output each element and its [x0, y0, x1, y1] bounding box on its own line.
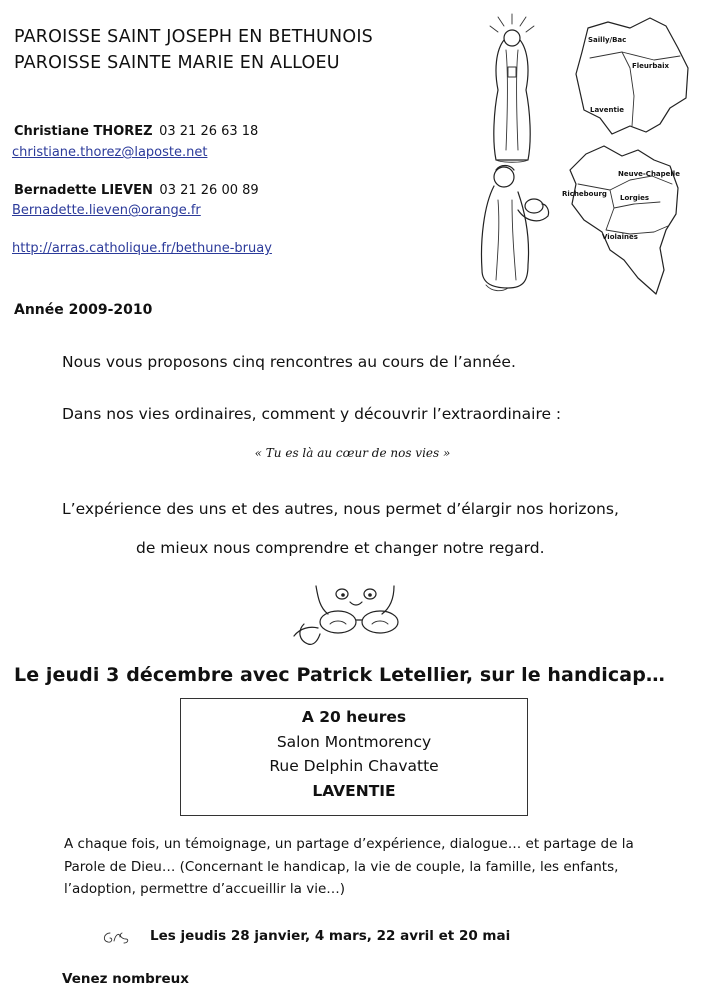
madonna-drawing	[490, 14, 534, 162]
event-title: Le jeudi 3 décembre avec Patrick Letellier, sur le handicap…	[14, 664, 665, 686]
contact-1	[14, 124, 258, 139]
description-line-2: Parole de Dieu… (Concernant le handicap, la vie de couple, la famille, les enfants,	[64, 858, 619, 875]
school-year: Année 2009-2010	[14, 302, 153, 318]
description-line-3: l’adoption, permettre d’accueillir la vie…)	[64, 881, 346, 897]
saints-illustration	[468, 10, 568, 300]
other-dates: Les jeudis 28 janvier, 4 mars, 22 avril et 20 mai	[150, 928, 511, 944]
map-label-sailly: Sailly/Bac	[588, 36, 627, 44]
contact-2-email-link[interactable]: Bernadette.lieven@orange.fr	[12, 203, 201, 218]
description-line-1: A chaque fois, un témoignage, un partage d’expérience, dialogue… et partage de la	[64, 836, 634, 852]
map-label-fleurbaix: Fleurbaix	[632, 62, 670, 70]
intro-paragraph-4: de mieux nous comprendre et changer notre regard.	[136, 539, 545, 557]
map-label-lorgies: Lorgies	[620, 194, 650, 202]
parish-title-2: PAROISSE SAINTE MARIE EN ALLOEU	[14, 53, 340, 73]
parish-title-1: PAROISSE SAINT JOSEPH EN BETHUNOIS	[14, 27, 373, 47]
map-label-richebourg: Richebourg	[562, 190, 607, 198]
contact-1-phone: 03 21 26 63 18	[159, 124, 259, 139]
map-label-laventie: Laventie	[590, 106, 624, 114]
map-label-violaines: Violaines	[602, 233, 638, 241]
contact-2	[14, 183, 259, 198]
joseph-drawing	[482, 166, 549, 291]
parish-map	[560, 8, 700, 300]
map-label-neuve-chapelle: Neuve-Chapelle	[618, 170, 680, 178]
event-time: A 20 heures	[301, 708, 407, 726]
intro-paragraph-3: L’expérience des uns et des autres, nous permet d’élargir nos horizons,	[62, 500, 619, 518]
closing-invitation: Venez nombreux	[62, 971, 189, 987]
contact-2-phone: 03 21 26 00 89	[159, 183, 259, 198]
theme-quote: « Tu es là au cœur de nos vies »	[254, 446, 451, 460]
event-venue: Salon Montmorency	[276, 732, 432, 751]
event-town: LAVENTIE	[312, 781, 396, 800]
event-details-box	[180, 698, 528, 816]
bullet-scribble-icon	[100, 929, 132, 947]
intro-paragraph-2: Dans nos vies ordinaires, comment y découvrir l’extraordinaire :	[62, 405, 562, 423]
website-link[interactable]: http://arras.catholique.fr/bethune-bruay	[12, 241, 272, 256]
description	[64, 833, 664, 901]
intro-paragraph-1: Nous vous proposons cinq rencontres au cours de l’année.	[62, 353, 516, 371]
contact-1-email-link[interactable]: christiane.thorez@laposte.net	[12, 145, 208, 160]
contact-1-name: Christiane THOREZ	[14, 124, 153, 139]
event-street: Rue Delphin Chavatte	[269, 757, 439, 775]
contact-2-name: Bernadette LIEVEN	[14, 183, 153, 198]
face-with-glasses-drawing	[290, 580, 420, 650]
